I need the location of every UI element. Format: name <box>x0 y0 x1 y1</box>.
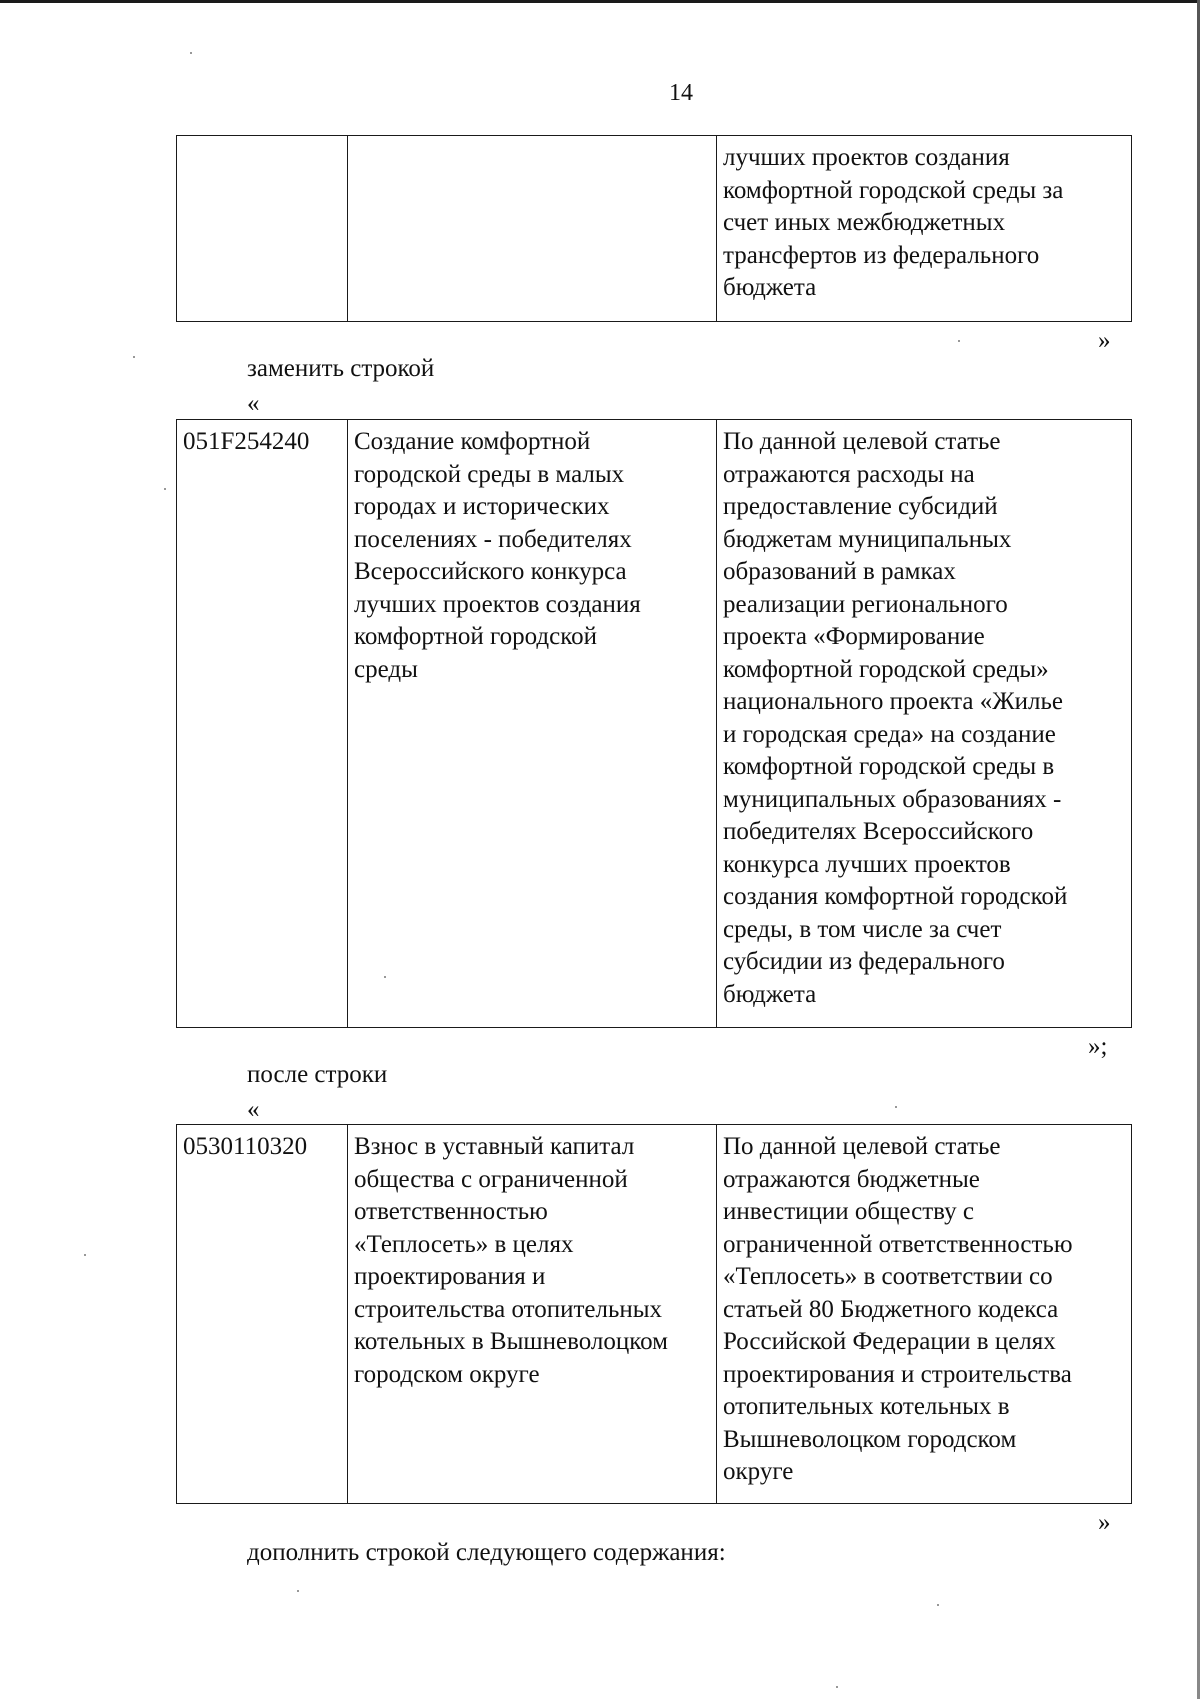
name-line: среды <box>354 655 418 683</box>
name-line: городской среды в малых <box>354 460 625 488</box>
name-line: лучших проектов создания <box>354 590 641 618</box>
instruction-add: дополнить строкой следующего содержания: <box>247 1539 726 1566</box>
description-cell <box>717 420 1132 1028</box>
description-line: отражаются бюджетные <box>723 1165 980 1193</box>
scan-speck <box>895 1106 897 1108</box>
table-row <box>177 420 1132 1028</box>
description-line: национального проекта «Жилье <box>723 688 1063 715</box>
scan-speck <box>384 976 386 978</box>
name-line: «Теплосеть» в целях <box>354 1230 574 1258</box>
name-line: Взнос в уставный капитал <box>354 1133 635 1160</box>
name-line: Всероссийского конкурса <box>354 558 627 585</box>
name-cell <box>348 420 717 1028</box>
scan-speck <box>164 488 166 490</box>
description-cell <box>717 136 1132 322</box>
name-line: котельных в Вышневолоцком <box>354 1328 669 1355</box>
scan-speck <box>937 1604 939 1606</box>
scan-speck <box>836 1686 838 1688</box>
description-line: Российской Федерации в целях <box>723 1328 1056 1355</box>
description-line: и городская среда» на создание <box>723 720 1056 748</box>
instruction-replace: заменить строкой <box>247 355 435 382</box>
description-line: комфортной городской среды за <box>723 176 1064 204</box>
scan-top-edge <box>0 0 1200 3</box>
scan-speck <box>84 1254 86 1256</box>
description-line: проектирования и строительства <box>723 1360 1072 1388</box>
name-cell <box>348 1125 717 1504</box>
code-cell: 051F254240 <box>177 420 348 1028</box>
description-line: бюджета <box>723 980 817 1008</box>
table-row <box>177 1125 1132 1504</box>
scan-speck <box>297 1590 299 1592</box>
description-line: лучших проектов создания <box>723 144 1010 171</box>
description-line: округе <box>723 1458 794 1485</box>
description-line: трансфертов из федерального <box>723 241 1040 269</box>
table-after-row <box>176 1124 1132 1504</box>
description-line: образований в рамках <box>723 558 956 585</box>
description-line: создания комфортной городской <box>723 883 1068 910</box>
name-cell <box>348 136 717 322</box>
description-line: отопительных котельных в <box>723 1393 1010 1420</box>
name-line: строительства отопительных <box>354 1295 663 1323</box>
description-line: конкурса лучших проектов <box>723 850 1011 878</box>
close-quote: » <box>1098 327 1111 354</box>
description-line: среды, в том числе за счет <box>723 915 1002 943</box>
name-line: Создание комфортной <box>354 428 591 455</box>
description-line: статьей 80 Бюджетного кодекса <box>723 1295 1059 1323</box>
name-line: поселениях - победителях <box>354 525 632 553</box>
description-line: бюджетам муниципальных <box>723 525 1012 553</box>
description-line: победителях Всероссийского <box>723 818 1034 845</box>
name-line: ответственностью <box>354 1198 548 1225</box>
scan-speck <box>958 340 960 342</box>
name-line: городах и исторических <box>354 493 610 520</box>
table-row <box>177 136 1132 322</box>
description-line: реализации регионального <box>723 590 1008 618</box>
code-cell: 0530110320 <box>177 1125 348 1504</box>
description-line: ограниченной ответственностью <box>723 1230 1073 1258</box>
name-line: общества с ограниченной <box>354 1165 628 1193</box>
description-line: По данной целевой статье <box>723 1133 1001 1160</box>
scan-speck <box>190 52 192 54</box>
description-line: По данной целевой статье <box>723 428 1001 455</box>
description-line: отражаются расходы на <box>723 460 975 488</box>
description-line: субсидии из федерального <box>723 948 1005 975</box>
description-line: комфортной городской среды в <box>723 753 1055 780</box>
scan-speck <box>133 356 135 358</box>
name-line: городском округе <box>354 1360 540 1388</box>
description-line: Вышневолоцком городском <box>723 1425 1017 1453</box>
description-line: счет иных межбюджетных <box>723 209 1006 236</box>
description-line: инвестиции обществу с <box>723 1198 974 1225</box>
description-cell <box>717 1125 1132 1504</box>
open-quote: « <box>247 390 260 417</box>
instruction-after: после строки <box>247 1061 388 1088</box>
description-line: предоставление субсидий <box>723 493 998 520</box>
close-quote: » <box>1098 1509 1111 1536</box>
description-line: комфортной городской среды» <box>723 655 1049 683</box>
description-line: проекта «Формирование <box>723 623 985 650</box>
table-fragment-top <box>176 135 1132 322</box>
open-quote: « <box>247 1096 260 1123</box>
code-cell <box>177 136 348 322</box>
page-number: 14 <box>669 80 693 106</box>
name-line: проектирования и <box>354 1263 546 1290</box>
description-line: бюджета <box>723 274 817 301</box>
description-line: муниципальных образованиях - <box>723 785 1062 813</box>
description-line: «Теплосеть» в соответствии со <box>723 1263 1053 1290</box>
name-line: комфортной городской <box>354 623 598 650</box>
close-quote: »; <box>1088 1033 1108 1060</box>
table-replacement-row <box>176 419 1132 1028</box>
